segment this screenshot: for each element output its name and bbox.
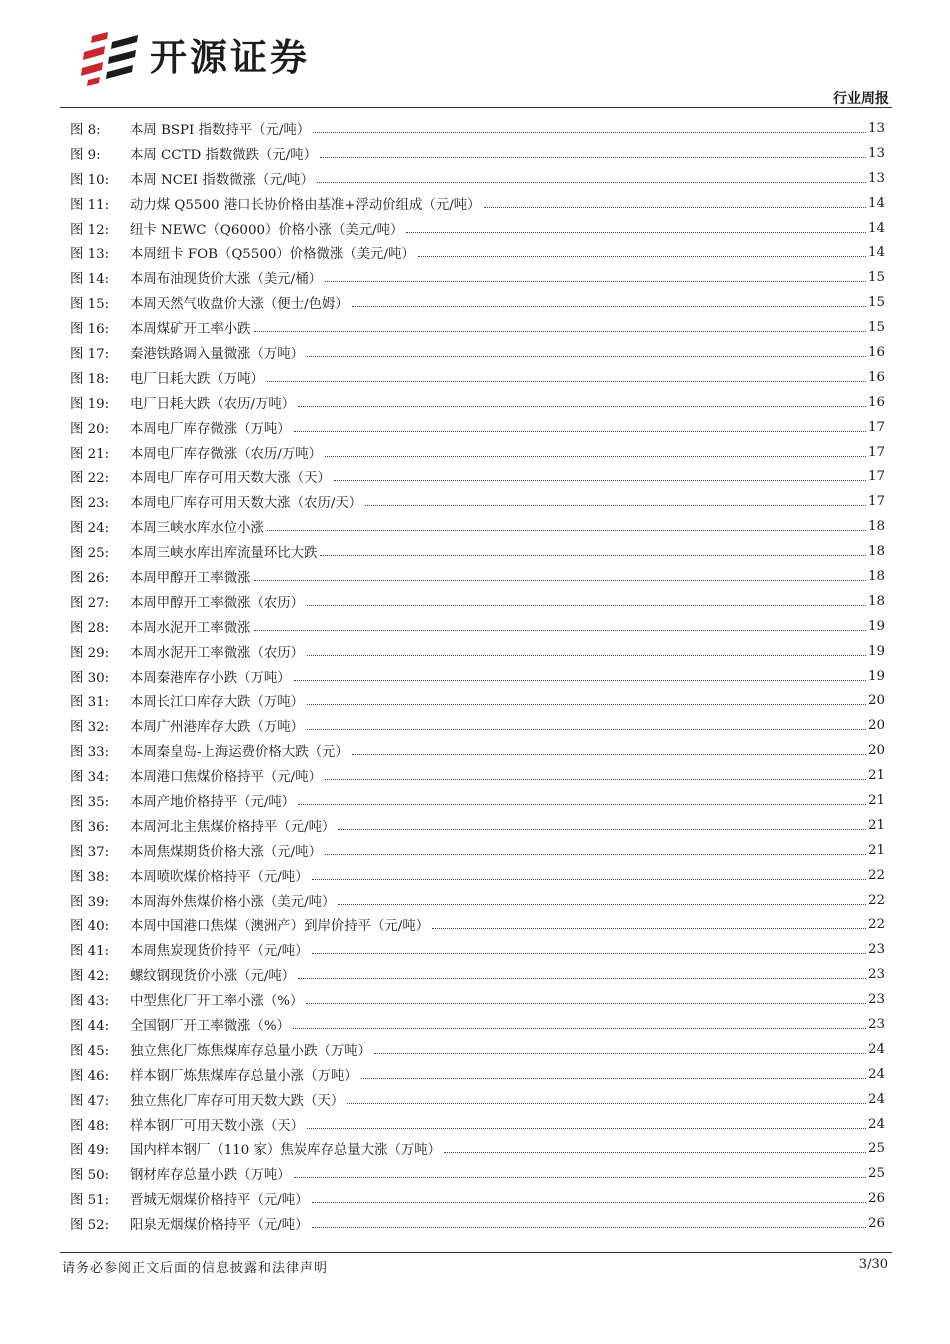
- page-number: 16: [867, 369, 885, 385]
- figure-number: 图 29:: [70, 645, 110, 661]
- figure-number: 图 48:: [70, 1118, 110, 1134]
- toc-entry[interactable]: [70, 290, 885, 315]
- figure-title: 本周 BSPI 指数持平（元/吨）: [130, 119, 313, 138]
- dot-leader: [312, 1202, 866, 1203]
- dot-leader: [374, 1053, 866, 1054]
- figure-number: 图 26:: [70, 570, 110, 586]
- page-number: 19: [867, 618, 885, 634]
- figure-title: 本周电厂库存微涨（农历/万吨）: [130, 443, 325, 462]
- dot-leader: [312, 1227, 866, 1228]
- dot-leader: [338, 829, 866, 830]
- figure-number: 图 41:: [70, 944, 110, 960]
- figure-number: 图 46:: [70, 1068, 110, 1084]
- figure-title: 本周长江口库存大跌（万吨）: [130, 691, 307, 710]
- toc-entry[interactable]: [70, 1012, 885, 1037]
- toc-entry[interactable]: [70, 688, 885, 713]
- toc-entry[interactable]: [70, 788, 885, 813]
- page-number: 24: [867, 1116, 885, 1132]
- figure-title: 本周秦港库存小跌（万吨）: [130, 667, 294, 686]
- figure-number: 图 27:: [70, 595, 110, 611]
- toc-entry[interactable]: [70, 514, 885, 539]
- figure-title: 本周 NCEI 指数微涨（元/吨）: [130, 169, 317, 188]
- figure-number: 图 39:: [70, 894, 110, 910]
- page-number: 19: [867, 643, 885, 659]
- dot-leader: [312, 879, 866, 880]
- dot-leader: [294, 1177, 866, 1178]
- dot-leader: [313, 132, 866, 133]
- figure-number: 图 30:: [70, 670, 110, 686]
- toc-entry[interactable]: [70, 738, 885, 763]
- figure-title: 本周喷吹煤价格持平（元/吨）: [130, 866, 312, 885]
- toc-entry[interactable]: [70, 888, 885, 913]
- toc-entry[interactable]: [70, 639, 885, 664]
- figure-title: 晋城无烟煤价格持平（元/吨）: [130, 1189, 312, 1208]
- dot-leader: [418, 256, 866, 257]
- figure-title: 全国钢厂开工率微涨（%）: [130, 1015, 293, 1034]
- figure-number: 图 52:: [70, 1218, 110, 1234]
- dot-leader: [267, 530, 866, 531]
- figure-number: 图 14:: [70, 272, 110, 288]
- dot-leader: [365, 505, 866, 506]
- page-number: 13: [867, 145, 885, 161]
- toc-entry[interactable]: [70, 539, 885, 564]
- dot-leader: [352, 754, 866, 755]
- dot-leader: [306, 1003, 866, 1004]
- figure-number: 图 31:: [70, 695, 110, 711]
- figure-title: 本周煤矿开工率小跌: [130, 318, 254, 337]
- page-number: 23: [867, 1017, 885, 1032]
- figure-title: 本周海外焦煤价格小涨（美元/吨）: [130, 891, 338, 910]
- page-number: 13: [867, 120, 885, 136]
- toc-entry[interactable]: [70, 937, 885, 962]
- page-number: 14: [867, 220, 885, 236]
- toc-entry[interactable]: [70, 340, 885, 365]
- dot-leader: [406, 232, 866, 233]
- page-number: 26: [867, 1216, 885, 1232]
- page-number: 13: [867, 170, 885, 186]
- dot-leader: [432, 928, 866, 929]
- figure-title: 阳泉无烟煤价格持平（元/吨）: [130, 1214, 312, 1233]
- toc-entry[interactable]: [70, 1037, 885, 1062]
- figure-title: 独立焦化厂炼焦煤库存总量小跌（万吨）: [130, 1040, 374, 1059]
- dot-leader: [267, 381, 866, 382]
- figure-title: 本周电厂库存微涨（万吨）: [130, 418, 294, 437]
- figure-title: 本周焦煤期货价格大涨（元/吨）: [130, 841, 325, 860]
- figure-list: [70, 116, 885, 1236]
- page-number: 20: [867, 693, 885, 709]
- figure-title: 本周纽卡 FOB（Q5500）价格微涨（美元/吨）: [130, 243, 418, 262]
- toc-entry[interactable]: [70, 390, 885, 415]
- figure-title: 电厂日耗大跌（万吨）: [130, 368, 267, 387]
- figure-title: 纽卡 NEWC（Q6000）价格小涨（美元/吨）: [130, 219, 406, 238]
- toc-entry[interactable]: [70, 166, 885, 191]
- figure-title: 本周电厂库存可用天数大涨（天）: [130, 467, 334, 486]
- figure-title: 本周产地价格持平（元/吨）: [130, 791, 298, 810]
- dot-leader: [294, 680, 866, 681]
- toc-entry[interactable]: [70, 116, 885, 141]
- figure-title: 本周电厂库存可用天数大涨（农历/天）: [130, 492, 365, 511]
- toc-entry[interactable]: [70, 713, 885, 738]
- figure-title: 本周焦炭现货价持平（元/吨）: [130, 940, 312, 959]
- dot-leader: [338, 904, 866, 905]
- dot-leader: [307, 605, 866, 606]
- dot-leader: [307, 356, 866, 357]
- toc-entry[interactable]: [70, 564, 885, 589]
- dot-leader: [254, 331, 866, 332]
- toc-entry[interactable]: [70, 1137, 885, 1162]
- figure-title: 本周广州港库存大跌（万吨）: [130, 716, 307, 735]
- toc-entry[interactable]: [70, 763, 885, 788]
- page-number: 22: [867, 867, 885, 883]
- figure-title: 本周中国港口焦煤（澳洲产）到岸价持平（元/吨）: [130, 915, 432, 934]
- page-number: 16: [867, 394, 885, 410]
- page-number: 21: [867, 842, 885, 858]
- toc-entry[interactable]: [70, 664, 885, 689]
- figure-title: 本周三峡水库出库流量环比大跌: [130, 542, 320, 561]
- figure-title: 本周港口焦煤价格持平（元/吨）: [130, 766, 325, 785]
- figure-number: 图 28:: [70, 620, 110, 636]
- page-number: 18: [867, 568, 885, 584]
- page-number: 22: [867, 917, 885, 933]
- toc-entry[interactable]: [70, 962, 885, 987]
- dot-leader: [361, 1078, 866, 1079]
- logo-mark-icon: [78, 30, 144, 86]
- dot-leader: [298, 978, 866, 979]
- page-number: 16: [867, 344, 885, 360]
- toc-entry[interactable]: [70, 838, 885, 863]
- page-number: 25: [867, 1141, 885, 1157]
- toc-entry[interactable]: [70, 464, 885, 489]
- figure-number: 图 40:: [70, 919, 110, 935]
- figure-number: 图 23:: [70, 496, 110, 512]
- figure-number: 图 47:: [70, 1093, 110, 1109]
- page-number: 24: [867, 1041, 885, 1057]
- figure-title: 本周水泥开工率微涨（农历）: [130, 642, 307, 661]
- figure-number: 图 8:: [70, 122, 101, 138]
- page-number: 17: [867, 419, 885, 435]
- dot-leader: [298, 406, 866, 407]
- dot-leader: [347, 1103, 866, 1104]
- logo-text: 开源证券: [150, 36, 310, 79]
- page-number: 21: [867, 768, 885, 784]
- toc-entry[interactable]: [70, 191, 885, 216]
- dot-leader: [352, 306, 866, 307]
- dot-leader: [312, 953, 866, 954]
- toc-entry[interactable]: [70, 614, 885, 639]
- figure-number: 图 36:: [70, 819, 110, 835]
- figure-number: 图 15:: [70, 297, 110, 313]
- page-indicator: 3/30: [858, 1257, 888, 1272]
- figure-number: 图 49:: [70, 1143, 110, 1159]
- figure-number: 图 42:: [70, 969, 110, 985]
- figure-title: 中型焦化厂开工率小涨（%）: [130, 990, 306, 1009]
- figure-title: 本周三峡水库水位小涨: [130, 517, 267, 536]
- figure-number: 图 19:: [70, 396, 110, 412]
- dot-leader: [320, 157, 866, 158]
- toc-entry[interactable]: [70, 1112, 885, 1137]
- figure-number: 图 33:: [70, 745, 110, 761]
- page-number: 14: [867, 195, 885, 211]
- dot-leader: [254, 580, 866, 581]
- figure-title: 电厂日耗大跌（农历/万吨）: [130, 393, 298, 412]
- page-number: 26: [867, 1191, 885, 1207]
- figure-number: 图 25:: [70, 546, 110, 562]
- page-number: 25: [867, 1166, 885, 1182]
- figure-number: 图 44:: [70, 1019, 110, 1034]
- figure-number: 图 45:: [70, 1043, 110, 1059]
- dot-leader: [307, 729, 866, 730]
- dot-leader: [298, 804, 866, 805]
- toc-entry[interactable]: [70, 240, 885, 265]
- toc-entry[interactable]: [70, 913, 885, 938]
- document-type-label: 行业周报: [833, 91, 889, 107]
- toc-entry[interactable]: [70, 315, 885, 340]
- dot-leader: [325, 854, 866, 855]
- toc-entry[interactable]: [70, 415, 885, 440]
- dot-leader: [325, 779, 866, 780]
- figure-number: 图 24:: [70, 521, 110, 537]
- dot-leader: [325, 456, 866, 457]
- toc-entry[interactable]: [70, 1161, 885, 1186]
- page-number: 23: [867, 992, 885, 1008]
- toc-entry[interactable]: [70, 1211, 885, 1236]
- figure-title: 样本钢厂可用天数小涨（天）: [130, 1115, 307, 1134]
- dot-leader: [307, 704, 866, 705]
- company-logo: [78, 30, 310, 86]
- dot-leader: [307, 655, 866, 656]
- figure-number: 图 16:: [70, 322, 110, 338]
- figure-number: 图 13:: [70, 247, 110, 263]
- page-number: 14: [867, 245, 885, 261]
- figure-number: 图 35:: [70, 794, 110, 810]
- page-number: 18: [867, 593, 885, 609]
- figure-number: 图 18:: [70, 371, 110, 387]
- page-number: 23: [867, 942, 885, 958]
- figure-number: 图 32:: [70, 720, 110, 736]
- dot-leader: [444, 1152, 866, 1153]
- figure-title: 本周甲醇开工率微涨: [130, 567, 254, 586]
- dot-leader: [325, 281, 866, 282]
- page-number: 15: [867, 270, 885, 286]
- page-number: 18: [867, 544, 885, 560]
- figure-title: 本周河北主焦煤价格持平（元/吨）: [130, 816, 338, 835]
- toc-entry[interactable]: [70, 813, 885, 838]
- toc-entry[interactable]: [70, 141, 885, 166]
- dot-leader: [334, 480, 866, 481]
- page-number: 22: [867, 892, 885, 908]
- page-number: 18: [867, 519, 885, 535]
- toc-entry[interactable]: [70, 1062, 885, 1087]
- figure-number: 图 20:: [70, 421, 110, 437]
- page-number: 20: [867, 743, 885, 759]
- figure-title: 国内样本钢厂（110 家）焦炭库存总量大涨（万吨）: [130, 1139, 444, 1158]
- figure-title: 本周天然气收盘价大涨（便士/色姆）: [130, 293, 352, 312]
- page-number: 17: [867, 444, 885, 460]
- figure-title: 本周甲醇开工率微涨（农历）: [130, 592, 307, 611]
- figure-title: 钢材库存总量小跌（万吨）: [130, 1164, 294, 1183]
- figure-number: 图 43:: [70, 994, 110, 1010]
- toc-entry[interactable]: [70, 365, 885, 390]
- page-number: 21: [867, 817, 885, 833]
- figure-number: 图 22:: [70, 471, 110, 487]
- dot-leader: [484, 207, 866, 208]
- figure-number: 图 37:: [70, 844, 110, 860]
- figure-title: 独立焦化厂库存可用天数大跌（天）: [130, 1090, 347, 1109]
- page-number: 17: [867, 494, 885, 510]
- figure-number: 图 21:: [70, 446, 110, 462]
- page-number: 20: [867, 718, 885, 734]
- dot-leader: [294, 431, 866, 432]
- dot-leader: [293, 1028, 866, 1029]
- toc-entry[interactable]: [70, 440, 885, 465]
- dot-leader: [254, 630, 866, 631]
- figure-number: 图 38:: [70, 869, 110, 885]
- toc-entry[interactable]: [70, 489, 885, 514]
- dot-leader: [320, 555, 865, 556]
- figure-number: 图 12:: [70, 222, 110, 238]
- page-number: 17: [867, 469, 885, 485]
- figure-number: 图 11:: [70, 197, 110, 213]
- toc-entry[interactable]: [70, 1186, 885, 1211]
- figure-title: 本周布油现货价大涨（美元/桶）: [130, 268, 325, 287]
- footer-divider: [60, 1252, 892, 1253]
- figure-title: 秦港铁路调入量微涨（万吨）: [130, 343, 307, 362]
- figure-title: 样本钢厂炼焦煤库存总量小涨（万吨）: [130, 1065, 361, 1084]
- dot-leader: [317, 182, 866, 183]
- header-divider: [60, 107, 892, 108]
- toc-entry[interactable]: [70, 863, 885, 888]
- figure-number: 图 17:: [70, 346, 110, 362]
- figure-number: 图 50:: [70, 1168, 110, 1184]
- toc-entry[interactable]: [70, 216, 885, 241]
- footer-disclaimer: 请务必参阅正文后面的信息披露和法律声明: [62, 1261, 329, 1276]
- figure-number: 图 51:: [70, 1193, 110, 1209]
- page-number: 15: [867, 295, 885, 311]
- page-number: 23: [867, 967, 885, 983]
- figure-number: 图 10:: [70, 172, 110, 188]
- toc-entry[interactable]: [70, 589, 885, 614]
- dot-leader: [307, 1128, 866, 1129]
- figure-title: 本周水泥开工率微涨: [130, 617, 254, 636]
- figure-number: 图 34:: [70, 770, 110, 786]
- page-number: 19: [867, 668, 885, 684]
- toc-entry[interactable]: [70, 265, 885, 290]
- page-number: 15: [867, 320, 885, 336]
- figure-title: 本周 CCTD 指数微跌（元/吨）: [130, 144, 320, 163]
- toc-entry[interactable]: [70, 1087, 885, 1112]
- figure-title: 螺纹钢现货价小涨（元/吨）: [130, 965, 298, 984]
- page-number: 24: [867, 1066, 885, 1082]
- figure-number: 图 9:: [70, 147, 101, 163]
- toc-entry[interactable]: [70, 987, 885, 1012]
- page-number: 24: [867, 1091, 885, 1107]
- figure-title: 动力煤 Q5500 港口长协价格由基准+浮动价组成（元/吨）: [130, 194, 484, 213]
- figure-title: 本周秦皇岛-上海运费价格大跌（元）: [130, 741, 352, 760]
- page-number: 21: [867, 792, 885, 808]
